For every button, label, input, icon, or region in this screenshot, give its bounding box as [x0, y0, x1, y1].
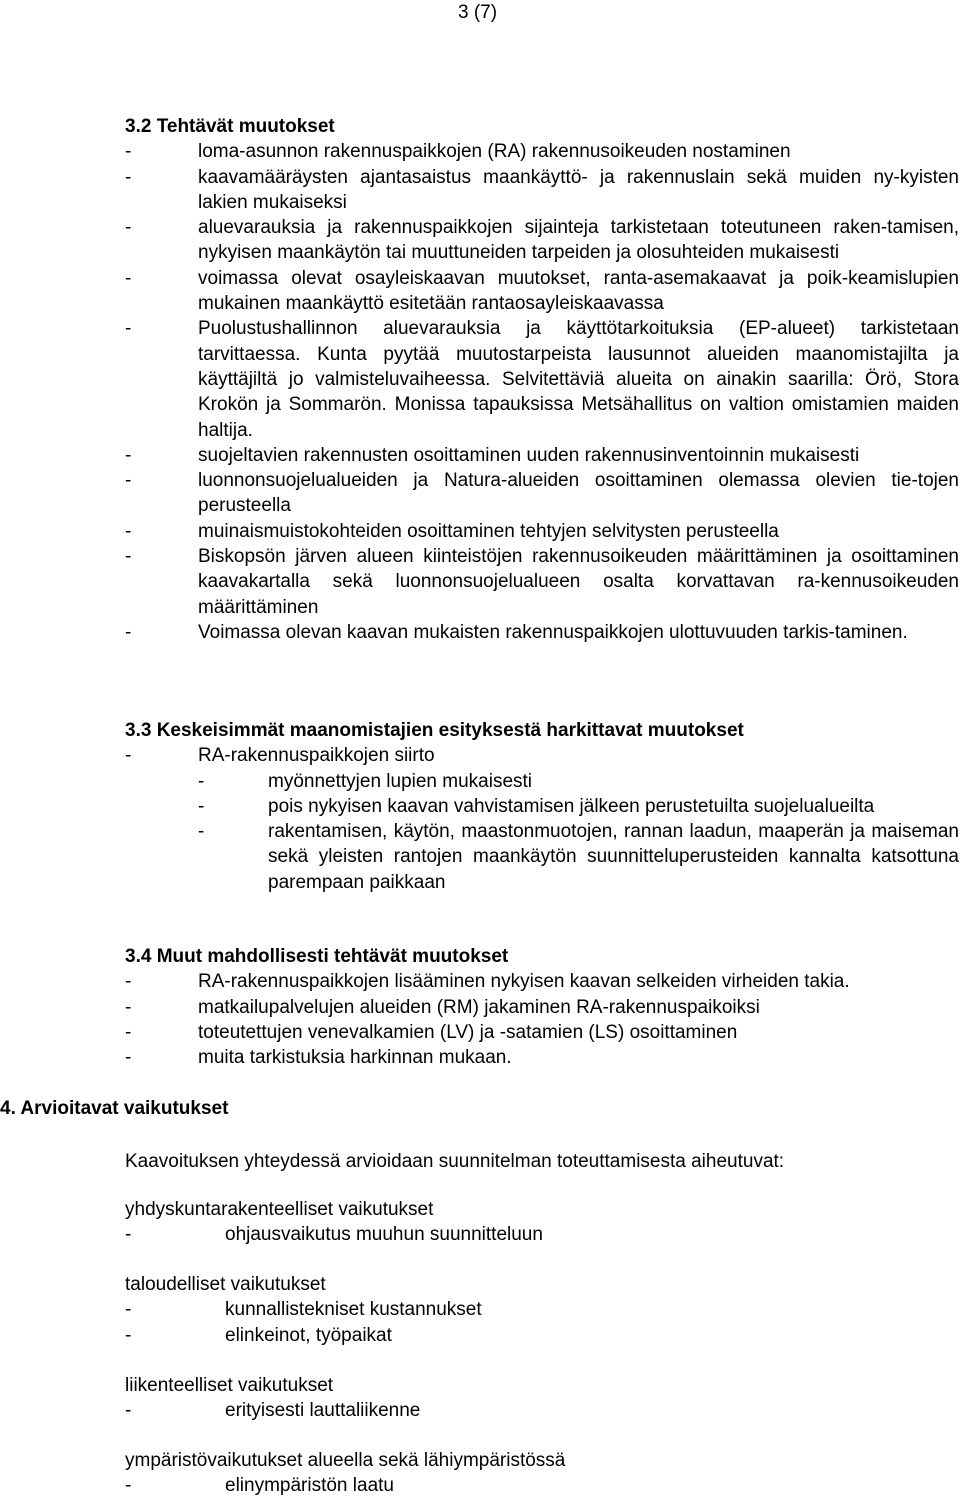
list-item: - muinaismuistokohteiden osoittaminen tehtyjen selvitysten perusteella — [125, 520, 779, 542]
list-item: - RA-rakennuspaikkojen lisääminen nykyisen kaavan selkeiden virheiden takia. — [125, 971, 850, 993]
section-heading: 3.4 Muut mahdollisesti tehtävät muutokset — [125, 946, 509, 967]
sub-list-item: - pois nykyisen kaavan vahvistamisen jälkeen perustetuilta suojelualueilta — [198, 795, 875, 817]
group-label: ympäristövaikutukset alueella sekä lähiympäristössä — [125, 1450, 566, 1471]
list-item: - kaavamääräysten ajantasaistus maankäyttö- ja rakennuslain sekä muiden ny-kyisten lakien mukaiseksi — [125, 166, 959, 213]
list-item: - elinkeinot, työpaikat — [125, 1324, 392, 1346]
section-3-4 — [125, 944, 959, 1070]
list-item: - RA-rakennuspaikkojen siirto — [125, 745, 435, 767]
list-item: - loma-asunnon rakennuspaikkojen (RA) rakennusoikeuden nostaminen — [125, 141, 791, 163]
list-item: - voimassa olevat osayleiskaavan muutokset, ranta-asemakaavat ja poik-keamislupien mukainen maankäyttö esitetään rantaosayleiskaavassa — [125, 267, 959, 315]
page-number: 3 (7) — [458, 2, 498, 23]
intro-text: Kaavoituksen yhteydessä arvioidaan suunnitelman toteuttamisesta aiheutuvat: — [125, 1151, 785, 1172]
list-item: - erityisesti lauttaliikenne — [125, 1400, 421, 1422]
list-item: - ohjausvaikutus muuhun suunnitteluun — [125, 1224, 543, 1246]
list-item: - luonnonsuojelualueiden ja Natura-alueiden osoittaminen olemassa olevien tie-tojen perusteella — [125, 470, 959, 517]
list-item: - matkailupalvelujen alueiden (RM) jakaminen RA-rakennuspaikoiksi — [125, 996, 760, 1018]
group-label: taloudelliset vaikutukset — [125, 1274, 326, 1295]
section-heading: 3.3 Keskeisimmät maanomistajien esityksestä harkittavat muutokset — [125, 720, 744, 741]
list-item: - Biskopsön järven alueen kiinteistöjen rakennusoikeuden määrittäminen ja osoittaminen kaavakartalla sekä luonnonsuojelualueen osalta korvattavan ra-kennusoikeuden määrittäminen — [125, 546, 959, 618]
list-item: - Voimassa olevan kaavan mukaisten rakennuspaikkojen ulottuvuuden tarkis-taminen. — [125, 621, 908, 643]
section-3-3 — [125, 718, 959, 895]
list-item: - Puolustushallinnon aluevarauksia ja käyttötarkoituksia (EP-alueet) tarkistetaan tarvittaessa. Kunta pyytää muutostarpeista lausunnot alueiden maanomistajilta ja käyttäjiltä jo valmisteluvaiheessa. Selvitettäviä alueita on ainakin saarilla: Örö, Stora Krokön ja Sommarön. Monissa tapauksissa Metsähallitus on valtion omistamien maiden haltija. — [125, 318, 959, 441]
section-4-heading: 4. Arvioitavat vaikutukset — [0, 1098, 229, 1119]
sub-list-item: - rakentamisen, käytön, maastonmuotojen, rannan laadun, maaperän ja maiseman sekä yleisten rantojen maankäytön suunnitteluperusteiden kannalta katsottuna parempaan paikkaan — [198, 821, 959, 893]
group-label: liikenteelliset vaikutukset — [125, 1375, 334, 1396]
list-item: - kunnallistekniset kustannukset — [125, 1299, 482, 1321]
sub-list-item: - myönnettyjen lupien mukaisesti — [198, 770, 533, 792]
group-label: yhdyskuntarakenteelliset vaikutukset — [125, 1199, 434, 1220]
impact-group — [125, 1373, 959, 1424]
list-item: - aluevarauksia ja rakennuspaikkojen sijainteja tarkistetaan toteutuneen raken-tamisen, nykyisen maankäytön tai muuttuneiden tarpeiden ja olosuhteiden mukaisesti — [125, 217, 959, 264]
list-item: - elinympäristön laatu — [125, 1475, 394, 1497]
list-item: - toteutettujen venevalkamien (LV) ja -satamien (LS) osoittaminen — [125, 1021, 738, 1043]
section-3-2 — [125, 114, 959, 645]
list-item: - muita tarkistuksia harkinnan mukaan. — [125, 1047, 512, 1069]
section-heading: 3.2 Tehtävät muutokset — [125, 116, 335, 137]
impact-group — [125, 1197, 959, 1248]
impact-group — [125, 1448, 959, 1499]
list-item: - suojeltavien rakennusten osoittaminen uuden rakennusinventoinnin mukaisesti — [125, 444, 860, 466]
impact-group — [125, 1272, 959, 1348]
